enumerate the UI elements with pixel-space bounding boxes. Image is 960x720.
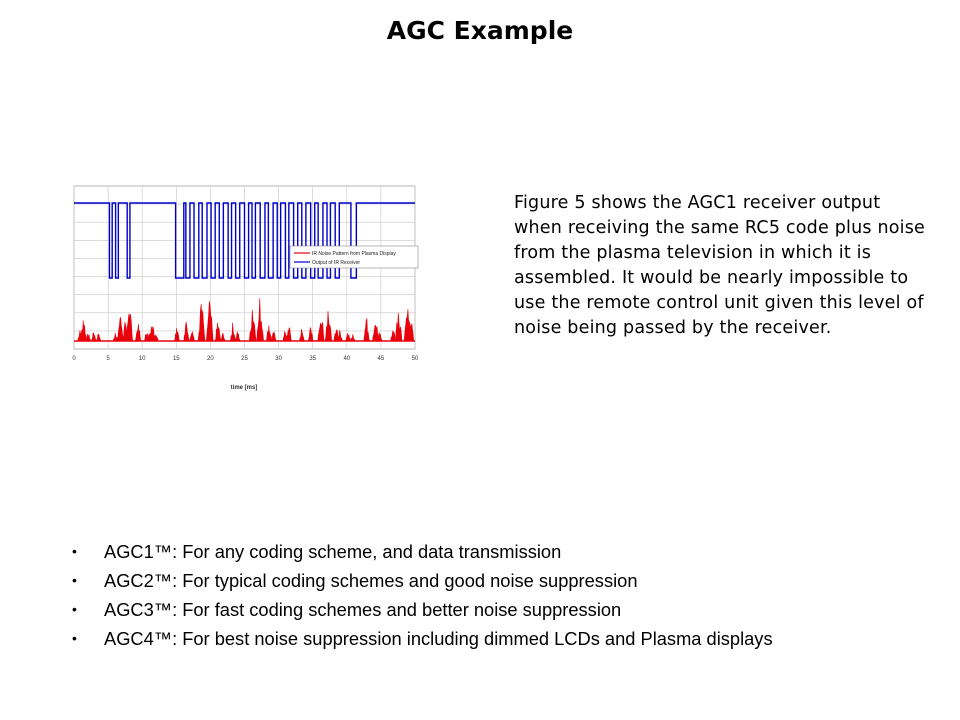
bullet-item	[72, 595, 773, 624]
bullet-item	[72, 624, 773, 653]
figure-description: Figure 5 shows the AGC1 receiver output when receiving the same RC5 code plus noise from the plasma television in which it is assembled. It would be nearly impossible to use the remote control unit given this level of noise being passed by the receiver.	[514, 193, 925, 338]
agc-bullet-list	[72, 537, 773, 653]
x-tick-labels	[72, 356, 419, 362]
x-axis-label: time [ms]	[230, 385, 258, 391]
bullet-item	[72, 537, 773, 566]
bullet-item	[72, 566, 773, 595]
bullet-text: AGC2™: For typical coding schemes and good noise suppression	[104, 570, 638, 591]
bullet-text: AGC3™: For fast coding schemes and better noise suppression	[104, 599, 622, 620]
legend-label-noise: IR Noise Pattern from Plasma Display	[312, 251, 396, 257]
bullet-text: AGC1™: For any coding scheme, and data transmission	[104, 541, 562, 562]
chart-svg	[58, 178, 430, 396]
x-tick-label: 45	[377, 356, 385, 362]
bullet-marker: •	[72, 630, 77, 646]
bullet-marker: •	[72, 543, 77, 559]
x-tick-label: 30	[275, 356, 282, 362]
x-tick-label: 25	[241, 356, 248, 362]
agc-chart	[58, 178, 430, 396]
legend-label-receiver: Output of IR Receiver	[312, 260, 361, 266]
bullet-marker: •	[72, 601, 77, 617]
x-tick-label: 50	[411, 356, 419, 362]
x-tick-label: 5	[106, 356, 110, 362]
x-tick-label: 40	[343, 356, 351, 362]
x-tick-label: 15	[172, 356, 180, 362]
bullet-marker: •	[72, 572, 77, 588]
x-tick-label: 20	[207, 356, 214, 362]
x-tick-label: 10	[138, 356, 146, 362]
slide-title: AGC Example	[386, 16, 574, 45]
bullet-text: AGC4™: For best noise suppression including dimmed LCDs and Plasma displays	[104, 628, 773, 649]
x-tick-label: 0	[72, 356, 76, 362]
chart-legend	[290, 246, 418, 268]
x-tick-label: 35	[309, 356, 317, 362]
